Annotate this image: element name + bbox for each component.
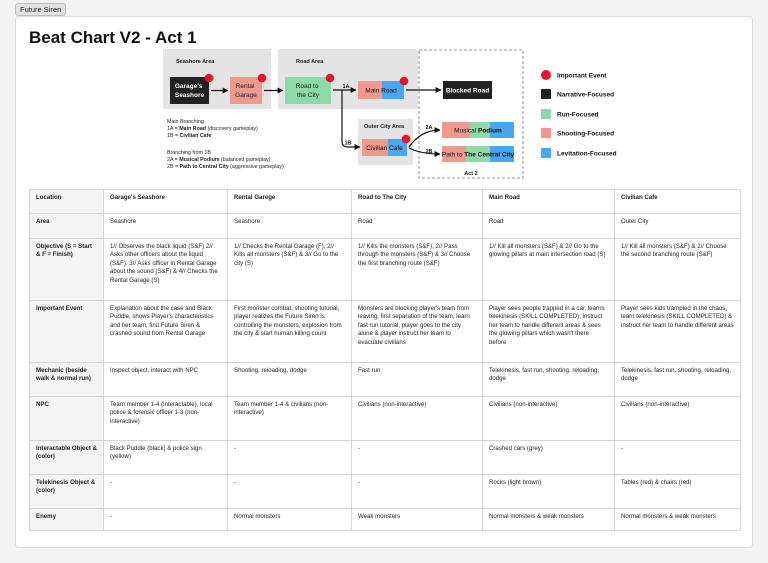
- table-cell: 1// Checks the Rental Garage (F), 2// Kills all monsters (S&F) & 3// Go to the city (S): [228, 239, 352, 301]
- table-cell: -: [104, 509, 228, 531]
- legend: [541, 70, 617, 158]
- table-row: [30, 239, 741, 301]
- column-header: Rental Garege: [228, 190, 352, 214]
- table-row: [30, 441, 741, 475]
- table-cell: -: [228, 441, 352, 475]
- table-cell: 1// Kills the monsters (S&F), 2// Pass through the monsters (S&F) & 3// Choose the first branching route (S&F): [352, 239, 483, 301]
- table-cell: 1// Kill all monsters (S&F) & 2// Choose the second branching route (S&F): [615, 239, 741, 301]
- table-cell: Team member 1-4 (interactable), local police & forensic officer 1-3 (non-interactive): [104, 397, 228, 441]
- table-cell: Explanation about the case and Black Puddle, shows Player's characteristics and her team, first Future Siren & crashed sound from Rental Garage: [104, 301, 228, 363]
- table-cell: -: [615, 441, 741, 475]
- column-header: Civilian Cafe: [615, 190, 741, 214]
- beat-chart-board: [15, 16, 753, 548]
- column-header: Main Road: [483, 190, 615, 214]
- important-event-marker: [326, 74, 335, 83]
- important-event-marker: [402, 135, 411, 144]
- column-header: Location: [30, 190, 104, 214]
- node-garage-seashore-label: Garage's Seashore: [174, 83, 205, 99]
- legend-run-swatch: [541, 109, 551, 119]
- table-cell: -: [104, 475, 228, 509]
- node-road-to-city[interactable]: [285, 77, 331, 104]
- legend-levitation-swatch: [541, 148, 551, 158]
- node-rental-garage[interactable]: [230, 77, 262, 104]
- legend-shooting-label: Shooting-Focused: [557, 130, 615, 138]
- table-row: [30, 214, 741, 239]
- edge-2a: [409, 130, 440, 147]
- legend-run-label: Run-Focused: [557, 111, 599, 119]
- node-blocked-road-label: Blocked Road: [445, 87, 490, 95]
- row-header: Enemy: [30, 509, 104, 531]
- edge-label-2b: 2B: [425, 149, 433, 155]
- node-main-road-label: Main Road: [365, 87, 397, 95]
- road-area-label: Road Area: [296, 59, 324, 65]
- table-cell: Telekinesis, fast run, shooting, reloading, dodge: [615, 363, 741, 397]
- node-rental-garage-label: Rental Garage: [235, 83, 257, 99]
- legend-important-event-label: Important Event: [557, 72, 607, 80]
- table-cell: Player sees kids trampled in the chaos, learn telekinesis (SKILL COMPLETED) & instruct her team to handle different areas: [615, 301, 741, 363]
- legend-narrative-label: Narrative-Focused: [557, 91, 615, 99]
- table-cell: Road: [483, 214, 615, 239]
- table-cell: Monsters are blocking player's team from leaving, first separation of the team, learn fast run tutorial, player goes to the city alone & player instruct her team to evacuate civilians: [352, 301, 483, 363]
- table-cell: Civilians (non-interactive): [483, 397, 615, 441]
- table-cell: -: [352, 475, 483, 509]
- table-cell: Civilians (non-interactive): [615, 397, 741, 441]
- row-header: Mechanic (beside walk & normal run): [30, 363, 104, 397]
- node-road-to-city-label: Road to the City: [295, 83, 320, 99]
- node-musical-podium-label: Musical Podium: [454, 127, 502, 135]
- column-header: Garage's Seashore: [104, 190, 228, 214]
- table-row: [30, 301, 741, 363]
- table-cell: Tables (red) & chairs (red): [615, 475, 741, 509]
- important-event-marker: [400, 77, 409, 86]
- table-cell: Normal monsters: [228, 509, 352, 531]
- table-cell: Outer City: [615, 214, 741, 239]
- table-cell: 1// Kill all monsters (S&F) & 2// Go to the glowing pillars at main intersection road (S): [483, 239, 615, 301]
- edge-label-2a: 2A: [425, 125, 433, 131]
- frame-label[interactable]: Future Siren: [15, 3, 66, 16]
- table-cell: Seashore: [104, 214, 228, 239]
- table-cell: Black Puddle (black) & police sign (yellow): [104, 441, 228, 475]
- row-header: Important Event: [30, 301, 104, 363]
- row-header: NPC: [30, 397, 104, 441]
- legend-narrative-swatch: [541, 89, 551, 99]
- node-garage-seashore[interactable]: [170, 77, 209, 104]
- node-path-central-label: Path to The Central City: [441, 151, 515, 159]
- legend-levitation-label: Levitation-Focused: [557, 150, 617, 158]
- seashore-area-label: Seashore Area: [176, 59, 215, 65]
- row-header: Interactable Object & (color): [30, 441, 104, 475]
- table-cell: -: [352, 441, 483, 475]
- table-cell: Seashore: [228, 214, 352, 239]
- table-cell: Rocks (light brown): [483, 475, 615, 509]
- table-cell: Normal monsters & weak monsters: [615, 509, 741, 531]
- table-cell: Shooting, reloading, dodge: [228, 363, 352, 397]
- edge-label-1a: 1A: [342, 84, 350, 90]
- table-row: [30, 363, 741, 397]
- table-cell: Crashed cars (grey): [483, 441, 615, 475]
- table-row: [30, 475, 741, 509]
- table-header-row: [30, 190, 741, 214]
- node-civilian-cafe-label: Civilian Cafe: [366, 145, 403, 152]
- act2-label: Act 2: [464, 171, 478, 177]
- table-cell: 1// Observes the black liquid (S&F) 2// Asks other officers about the liquid (S&F), 3// Asks officer in Rental Garage about the sound (S&F) & 4// Checks the Rental Garage (S): [104, 239, 228, 301]
- branching-notes: Main Branching 1A = Main Road (discovery gameplay) 1B = Civilian Cafe Branching from 1B 2A = Musical Podium (balanced gameplay) 2B = Path to Central City (aggressive gameplay): [167, 119, 284, 170]
- table-row: [30, 509, 741, 531]
- table-cell: Weak monsters: [352, 509, 483, 531]
- important-event-marker: [258, 74, 267, 83]
- row-header: Objective (S = Start & F = Finish): [30, 239, 104, 301]
- table-cell: -: [228, 475, 352, 509]
- table-row: [30, 397, 741, 441]
- row-header: Telekinesis Object & (color): [30, 475, 104, 509]
- row-header: Area: [30, 214, 104, 239]
- table-cell: Normal monsters & weak monsters: [483, 509, 615, 531]
- edge-label-1b: 1B: [344, 140, 352, 147]
- table-cell: Team member 1-4 & civilians (non-interactive): [228, 397, 352, 441]
- important-event-marker: [205, 74, 214, 83]
- page-title: Beat Chart V2 - Act 1: [29, 28, 197, 47]
- table-cell: Player sees people trapped in a car, learns telekinesis (SKILL COMPLETED), instruct her team to handle different areas & sees the glowing pillars which wasn't there before: [483, 301, 615, 363]
- table-cell: Inspect object, interact with NPC: [104, 363, 228, 397]
- outer-city-area-label: Outer City Area: [364, 124, 405, 130]
- table-cell: Telekinesis, fast run, shooting, reloading, dodge: [483, 363, 615, 397]
- legend-important-event-swatch: [541, 70, 551, 80]
- table-cell: Fast run: [352, 363, 483, 397]
- table-cell: Road: [352, 214, 483, 239]
- column-header: Road to The City: [352, 190, 483, 214]
- beat-table: [29, 189, 741, 531]
- beat-flow-diagram: [16, 17, 752, 189]
- table-cell: First monster combat, shooting tutorial, player realizes the Future Siren is controlling the monsters, explosion from the city & start human killing count: [228, 301, 352, 363]
- table-cell: Civilians (non-interactive): [352, 397, 483, 441]
- legend-shooting-swatch: [541, 128, 551, 138]
